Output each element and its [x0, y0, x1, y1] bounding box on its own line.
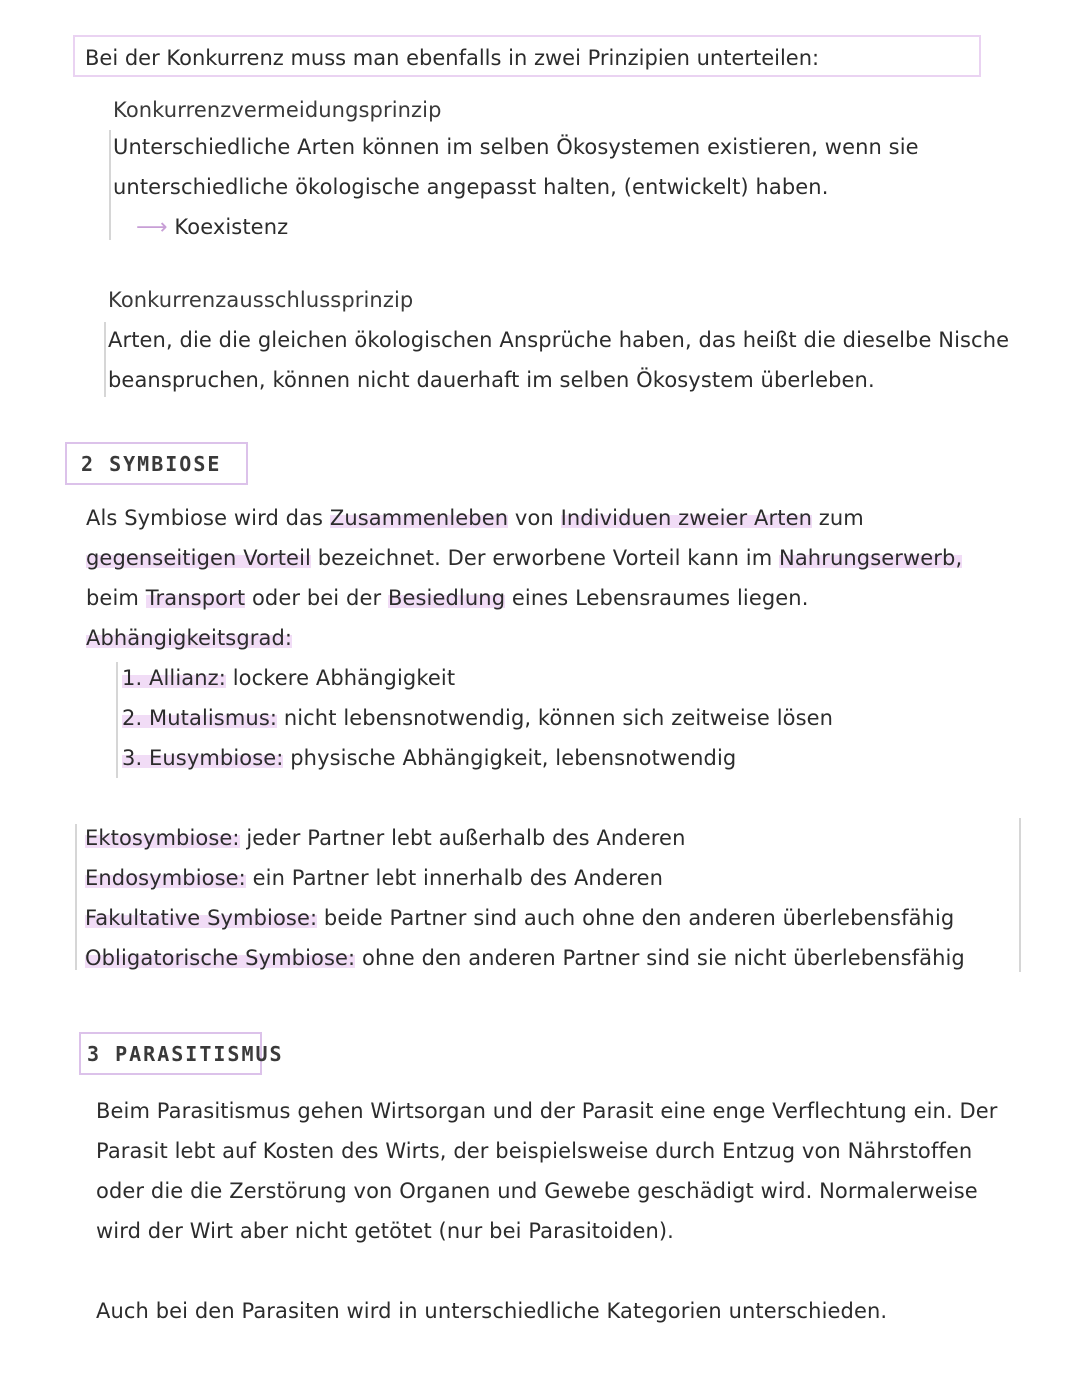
term-highlight: Obligatorische Symbiose:	[85, 946, 356, 970]
type-endosymbiose	[85, 858, 663, 898]
parasitismus-line-4: wird der Wirt aber nicht getötet (nur bei Parasitoiden).	[96, 1219, 674, 1243]
kvp-result	[136, 207, 288, 248]
type-ektosymbiose	[85, 818, 685, 858]
kvp-result-text: Koexistenz	[174, 215, 289, 239]
kvp-line-2: unterschiedliche ökologische angepasst halten, (entwickelt) haben.	[113, 175, 829, 199]
text-span: oder bei der	[245, 586, 388, 610]
term-description: ohne den anderen Partner sind sie nicht überlebensfähig	[355, 946, 965, 970]
text-span: eines Lebensraumes liegen.	[505, 586, 809, 610]
dependency-degree-title	[86, 618, 292, 658]
term-highlight: 1. Allianz:	[122, 666, 226, 690]
term-description: beide Partner sind auch ohne den anderen überlebensfähig	[317, 906, 955, 930]
text-span: von	[508, 506, 561, 530]
kvp-title: Konkurrenzvermeidungsprinzip	[113, 98, 442, 122]
type-fakultativ	[85, 898, 954, 938]
kvp-bracket-line	[109, 130, 111, 240]
section-heading-symbiose-text: 2 SYMBIOSE	[81, 452, 222, 476]
term-highlight: Endosymbiose:	[85, 866, 246, 890]
term-highlight: 2. Mutalismus:	[122, 706, 278, 730]
list-item-eusymbiose	[122, 738, 736, 778]
text-span: Als Symbiose wird das	[86, 506, 330, 530]
term-highlight: 3. Eusymbiose:	[122, 746, 284, 770]
parasitismus-line-3: oder die die Zerstörung von Organen und Gewebe geschädigt wird. Normalerweise	[96, 1179, 978, 1203]
term-description: nicht lebensnotwendig, können sich zeitweise lösen	[277, 706, 834, 730]
levels-bracket-line	[116, 662, 118, 778]
type-obligatorisch	[85, 938, 965, 978]
highlight-span: Besiedlung	[387, 586, 506, 610]
types-right-line	[1019, 818, 1021, 972]
highlight-span: Transport	[145, 586, 246, 610]
text-span: zum	[812, 506, 864, 530]
kap-line-1: Arten, die die gleichen ökologischen Ansprüche haben, das heißt die dieselbe Nische	[108, 328, 1010, 352]
list-item-mutalismus	[122, 698, 833, 738]
text-span: beim	[86, 586, 146, 610]
term-description: jeder Partner lebt außerhalb des Anderen	[239, 826, 686, 850]
kap-title: Konkurrenzausschlussprinzip	[108, 288, 414, 312]
intro-text: Bei der Konkurrenz muss man ebenfalls in zwei Prinzipien unterteilen:	[85, 46, 820, 70]
highlight-span: Zusammenleben	[329, 506, 509, 530]
intro-box	[73, 35, 981, 77]
kap-line-2: beanspruchen, können nicht dauerhaft im selben Ökosystem überleben.	[108, 368, 875, 392]
types-left-line	[75, 824, 77, 970]
term-description: lockere Abhängigkeit	[225, 666, 456, 690]
kvp-line-1: Unterschiedliche Arten können im selben Ökosystemen existieren, wenn sie	[113, 135, 919, 159]
term-description: physische Abhängigkeit, lebensnotwendig	[283, 746, 737, 770]
section-heading-symbiose	[65, 442, 248, 485]
highlight-span: gegenseitigen Vorteil	[86, 546, 311, 570]
symbiose-para-line-2	[86, 538, 962, 578]
list-item-allianz	[122, 658, 455, 698]
symbiose-para-line-3	[86, 578, 808, 618]
arrow-right-icon: ⟶	[136, 215, 168, 240]
highlight-span: Abhängigkeitsgrad:	[86, 626, 293, 650]
symbiose-para-line-1	[86, 498, 864, 538]
parasitismus-line-1: Beim Parasitismus gehen Wirtsorgan und der Parasit eine enge Verflechtung ein. Der	[96, 1099, 998, 1123]
section-heading-parasitismus-text: 3 PARASITISMUS	[87, 1042, 284, 1066]
term-description: ein Partner lebt innerhalb des Anderen	[245, 866, 663, 890]
parasitismus-closing: Auch bei den Parasiten wird in unterschiedliche Kategorien unterschieden.	[96, 1299, 888, 1323]
kap-bracket-line	[104, 322, 106, 397]
term-highlight: Ektosymbiose:	[85, 826, 240, 850]
highlight-span: Nahrungserwerb,	[779, 546, 963, 570]
term-highlight: Fakultative Symbiose:	[85, 906, 318, 930]
section-heading-parasitismus	[79, 1032, 284, 1075]
parasitismus-line-2: Parasit lebt auf Kosten des Wirts, der beispielsweise durch Entzug von Nährstoffen	[96, 1139, 973, 1163]
highlight-span: Individuen zweier Arten	[560, 506, 812, 530]
text-span: bezeichnet. Der erworbene Vorteil kann im	[310, 546, 780, 570]
